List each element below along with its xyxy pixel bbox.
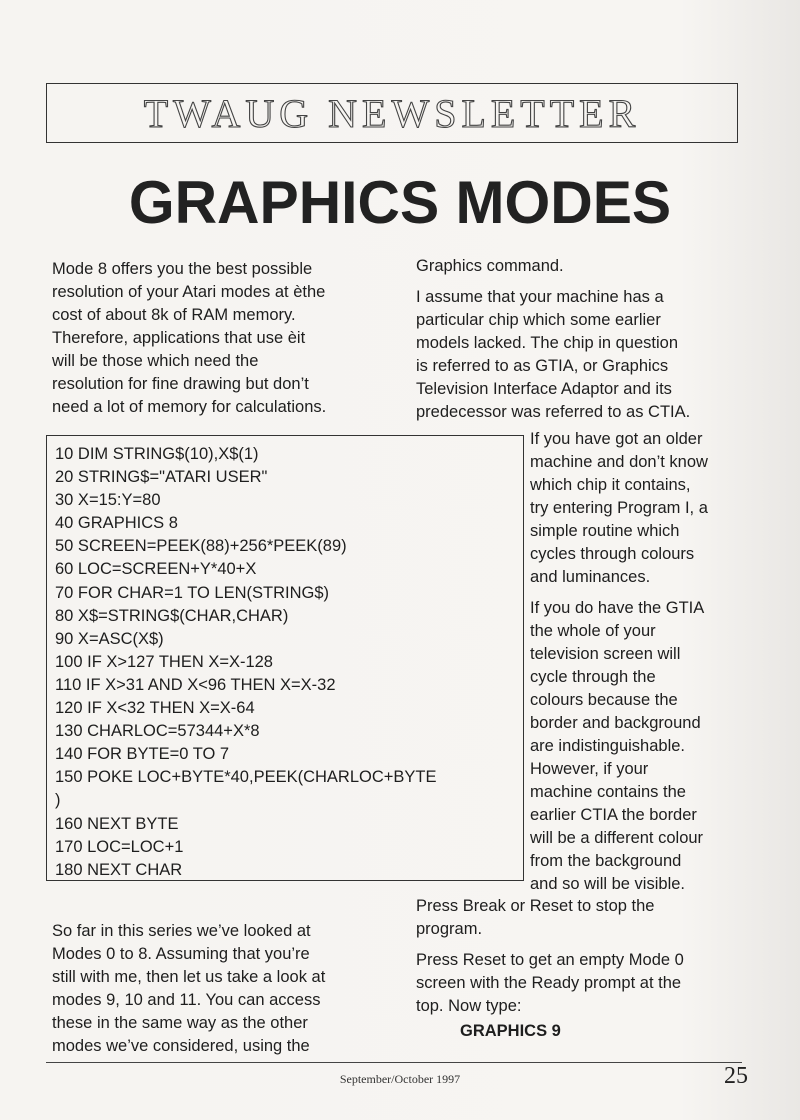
code-line: 20 STRING$="ATARI USER" [55, 468, 268, 487]
code-line: 30 X=15:Y=80 [55, 491, 161, 510]
paragraph: If you do have the GTIA the whole of your television screen will cycle through the colours because the border and background are indistinguishable. However, if your machine contains the earlier CTIA the border will be a different colour from the background and so will be visible. [530, 599, 705, 893]
program-listing [46, 435, 524, 881]
paragraph: Press Reset to get an empty Mode 0 screen with the Ready prompt at the top. Now type: [416, 951, 684, 1015]
code-line: 60 LOC=SCREEN+Y*40+X [55, 560, 257, 579]
paragraph: So far in this series we’ve looked at Modes 0 to 8. Assuming that you’re still with me, then let us take a look at modes 9, 10 and 11. You can access these in the same way as the other modes we’ve considered, using the [52, 922, 326, 1055]
code-line: 50 SCREEN=PEEK(88)+256*PEEK(89) [55, 537, 347, 556]
code-line: 40 GRAPHICS 8 [55, 514, 178, 533]
right-column-bottom [416, 895, 756, 1043]
code-line: 80 X$=STRING$(CHAR,CHAR) [55, 606, 289, 625]
masthead-title: TWAUG NEWSLETTER [143, 90, 641, 136]
code-line: 150 POKE LOC+BYTE*40,PEEK(CHARLOC+BYTE [55, 768, 437, 787]
code-line: 160 NEXT BYTE [55, 814, 179, 833]
left-column-top [52, 258, 392, 427]
right-column-middle [530, 428, 750, 904]
paragraph: I assume that your machine has a particular chip which some earlier models lacked. The chip in question is referred to as GTIA, or Graphics Television Interface Adaptor and its predecessor was referred to as CTIA. [416, 288, 691, 421]
code-line: 110 IF X>31 AND X<96 THEN X=X-32 [55, 675, 336, 694]
paragraph: Press Break or Reset to stop the program. [416, 897, 655, 938]
code-line: 120 IF X<32 THEN X=X-64 [55, 699, 255, 718]
right-column-top [416, 255, 756, 432]
code-line: 70 FOR CHAR=1 TO LEN(STRING$) [55, 583, 329, 602]
article-headline: GRAPHICS MODES [128, 169, 672, 236]
newsletter-masthead [46, 83, 738, 143]
code-line: 100 IF X>127 THEN X=X-128 [55, 652, 273, 671]
paragraph: Mode 8 offers you the best possible resolution of your Atari modes at èthe cost of about 8k of RAM memory. Therefore, applications that use èit will be those which need the resolution for fine drawing but don’t need a lot of memory for calculations. [52, 260, 327, 416]
code-line: 140 FOR BYTE=0 TO 7 [55, 745, 230, 764]
code-line: 90 X=ASC(X$) [55, 629, 164, 648]
code-line: 10 DIM STRING$(10),X$(1) [55, 445, 259, 463]
paragraph: If you have got an older machine and don’t know which chip it contains, try entering Program I, a simple routine which cycles through colours and luminances. [530, 430, 708, 586]
page-number: 25 [724, 1063, 748, 1089]
footer-divider [46, 1062, 742, 1063]
left-column-bottom [52, 920, 392, 1066]
code-line: ) [55, 791, 61, 810]
paragraph: Graphics command. [416, 257, 564, 275]
issue-date: September/October 1997 [339, 1072, 461, 1086]
command-example: GRAPHICS 9 [460, 1022, 561, 1040]
code-line: 180 NEXT CHAR [55, 860, 183, 879]
code-line: 130 CHARLOC=57344+X*8 [55, 722, 260, 741]
code-line: 170 LOC=LOC+1 [55, 837, 184, 856]
